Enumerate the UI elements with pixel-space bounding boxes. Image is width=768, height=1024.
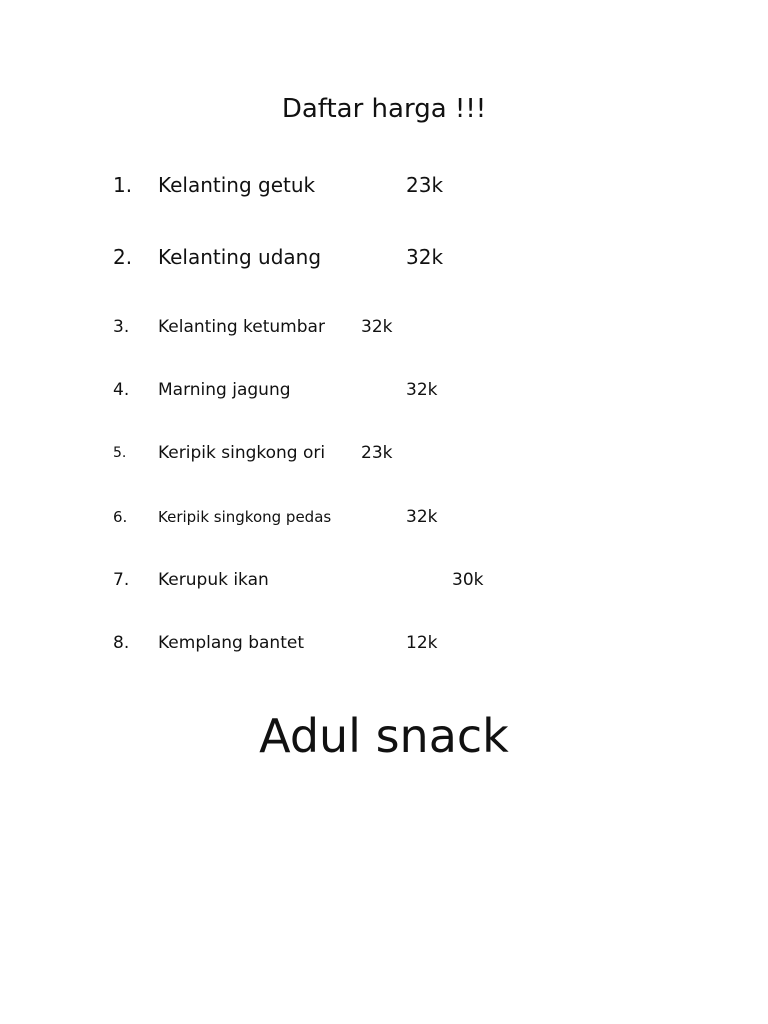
price-list-item — [0, 312, 768, 342]
item-number: 3. — [113, 317, 130, 337]
item-price: 32k — [361, 317, 393, 337]
item-number: 4. — [113, 380, 130, 400]
item-price: 23k — [361, 443, 393, 463]
page-title: Daftar harga !!! — [281, 94, 487, 124]
item-name: Kelanting getuk — [158, 173, 316, 197]
price-list-item — [0, 438, 768, 468]
item-name: Kemplang bantet — [158, 633, 304, 653]
item-number: 8. — [113, 633, 130, 653]
price-list-item — [0, 565, 768, 595]
item-price: 23k — [406, 173, 444, 197]
brand-name: Adul snack — [259, 709, 509, 763]
item-name: Keripik singkong ori — [158, 443, 326, 463]
item-number: 2. — [113, 245, 133, 269]
item-number: 5. — [113, 445, 127, 461]
price-list-item — [0, 170, 768, 200]
item-number: 1. — [113, 173, 133, 197]
item-number: 7. — [113, 570, 130, 590]
item-name: Kelanting ketumbar — [158, 317, 325, 337]
item-price: 32k — [406, 380, 438, 400]
item-price: 12k — [406, 633, 438, 653]
price-list-item — [0, 242, 768, 272]
item-price: 30k — [452, 570, 484, 590]
item-name: Keripik singkong pedas — [158, 508, 332, 526]
price-list-item — [0, 502, 768, 532]
item-name: Marning jagung — [158, 380, 291, 400]
item-name: Kerupuk ikan — [158, 570, 269, 590]
item-price: 32k — [406, 245, 444, 269]
item-price: 32k — [406, 507, 438, 527]
item-name: Kelanting udang — [158, 245, 322, 269]
price-list-item — [0, 628, 768, 658]
price-list-item — [0, 375, 768, 405]
item-number: 6. — [113, 508, 128, 526]
